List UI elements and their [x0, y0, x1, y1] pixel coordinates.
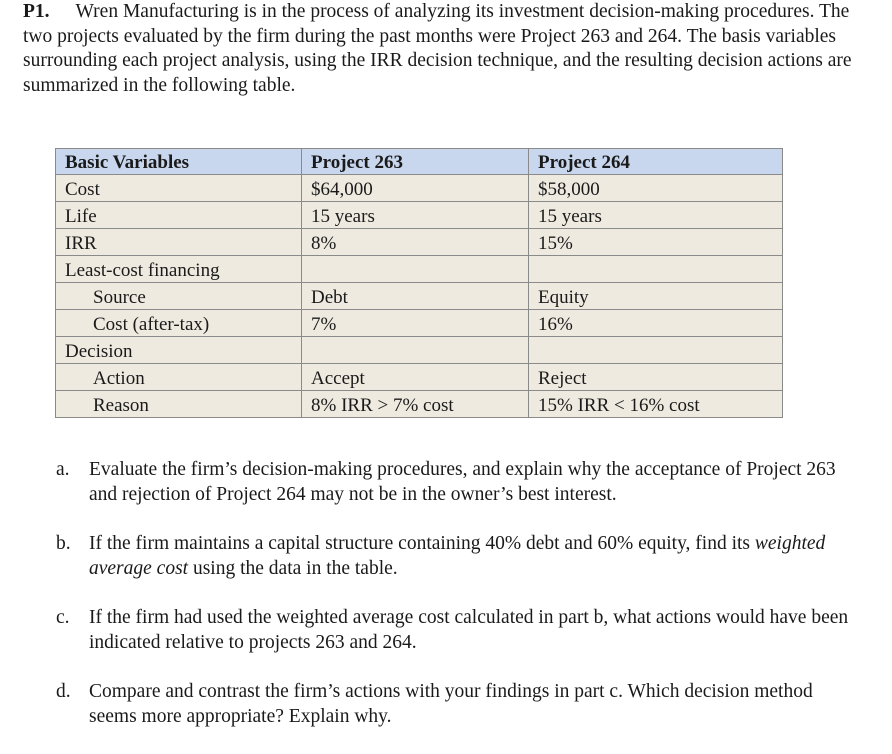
cell-263-action: Accept [302, 364, 529, 391]
question-a [56, 458, 856, 507]
question-text: If the firm had used the weighted average cost calculated in part b, what actions would have been indicated relative to projects 263 and 264. [89, 607, 849, 653]
row-label-source: Source [56, 283, 302, 310]
cell-263-irr: 8% [302, 229, 529, 256]
question-text: Evaluate the firm’s decision-making procedures, and explain why the acceptance of Project 263 and rejection of Project 264 may not be in the owner’s best interest. [89, 459, 836, 505]
cell-263-reason: 8% IRR > 7% cost [302, 391, 529, 418]
question-text: Compare and contrast the firm’s actions with your findings in part c. Which decision method seems more appropriate? Explain why. [89, 681, 813, 727]
cell-264-irr: 15% [529, 229, 783, 256]
row-label-least-cost-financing: Least-cost financing [56, 256, 302, 283]
cell-264-reason: 15% IRR < 16% cost [529, 391, 783, 418]
table-row [56, 391, 783, 418]
header-project-263: Project 263 [302, 149, 529, 175]
row-label-reason: Reason [56, 391, 302, 418]
cell-264-cost-after-tax: 16% [529, 310, 783, 337]
question-list [56, 458, 856, 754]
row-label-life: Life [56, 202, 302, 229]
cell-263-empty [302, 337, 529, 364]
table-header-row [56, 149, 783, 175]
row-label-cost: Cost [56, 175, 302, 202]
cell-263-life: 15 years [302, 202, 529, 229]
question-emphasis: weighted average cost [89, 533, 826, 579]
table-row [56, 175, 783, 202]
question-b [56, 532, 856, 581]
problem-statement [23, 0, 868, 98]
question-text: If the firm maintains a capital structure containing 40% debt and 60% equity, find its [89, 533, 751, 554]
problem-text: Wren Manufacturing is in the process of analyzing its investment decision-making procedures. The two projects evaluated by the firm during the past months were Project 263 and 264. The basis variables surrounding each project analysis, using the IRR decision technique, and the resulting decision actions are summarized in the following table. [23, 1, 852, 96]
question-c [56, 606, 856, 655]
table-row [56, 256, 783, 283]
cell-263-cost: $64,000 [302, 175, 529, 202]
cell-264-life: 15 years [529, 202, 783, 229]
cell-263-source: Debt [302, 283, 529, 310]
row-label-action: Action [56, 364, 302, 391]
row-label-decision: Decision [56, 337, 302, 364]
question-text-cont: using the data in the table. [192, 557, 398, 579]
problem-number: P1. [23, 1, 50, 22]
row-label-cost-after-tax: Cost (after-tax) [56, 310, 302, 337]
cell-264-empty [529, 256, 783, 283]
table-row [56, 337, 783, 364]
question-label: c. [56, 607, 70, 628]
cell-264-cost: $58,000 [529, 175, 783, 202]
question-label: a. [56, 459, 70, 480]
header-basic-variables: Basic Variables [56, 149, 302, 175]
table-row [56, 364, 783, 391]
cell-264-empty [529, 337, 783, 364]
question-d [56, 680, 856, 729]
table-row [56, 202, 783, 229]
cell-263-cost-after-tax: 7% [302, 310, 529, 337]
table-row [56, 283, 783, 310]
row-label-irr: IRR [56, 229, 302, 256]
table-row [56, 310, 783, 337]
question-label: d. [56, 681, 71, 702]
project-table [55, 148, 783, 418]
cell-263-empty [302, 256, 529, 283]
table-row [56, 229, 783, 256]
cell-264-action: Reject [529, 364, 783, 391]
header-project-264: Project 264 [529, 149, 783, 175]
cell-264-source: Equity [529, 283, 783, 310]
question-label: b. [56, 533, 71, 554]
